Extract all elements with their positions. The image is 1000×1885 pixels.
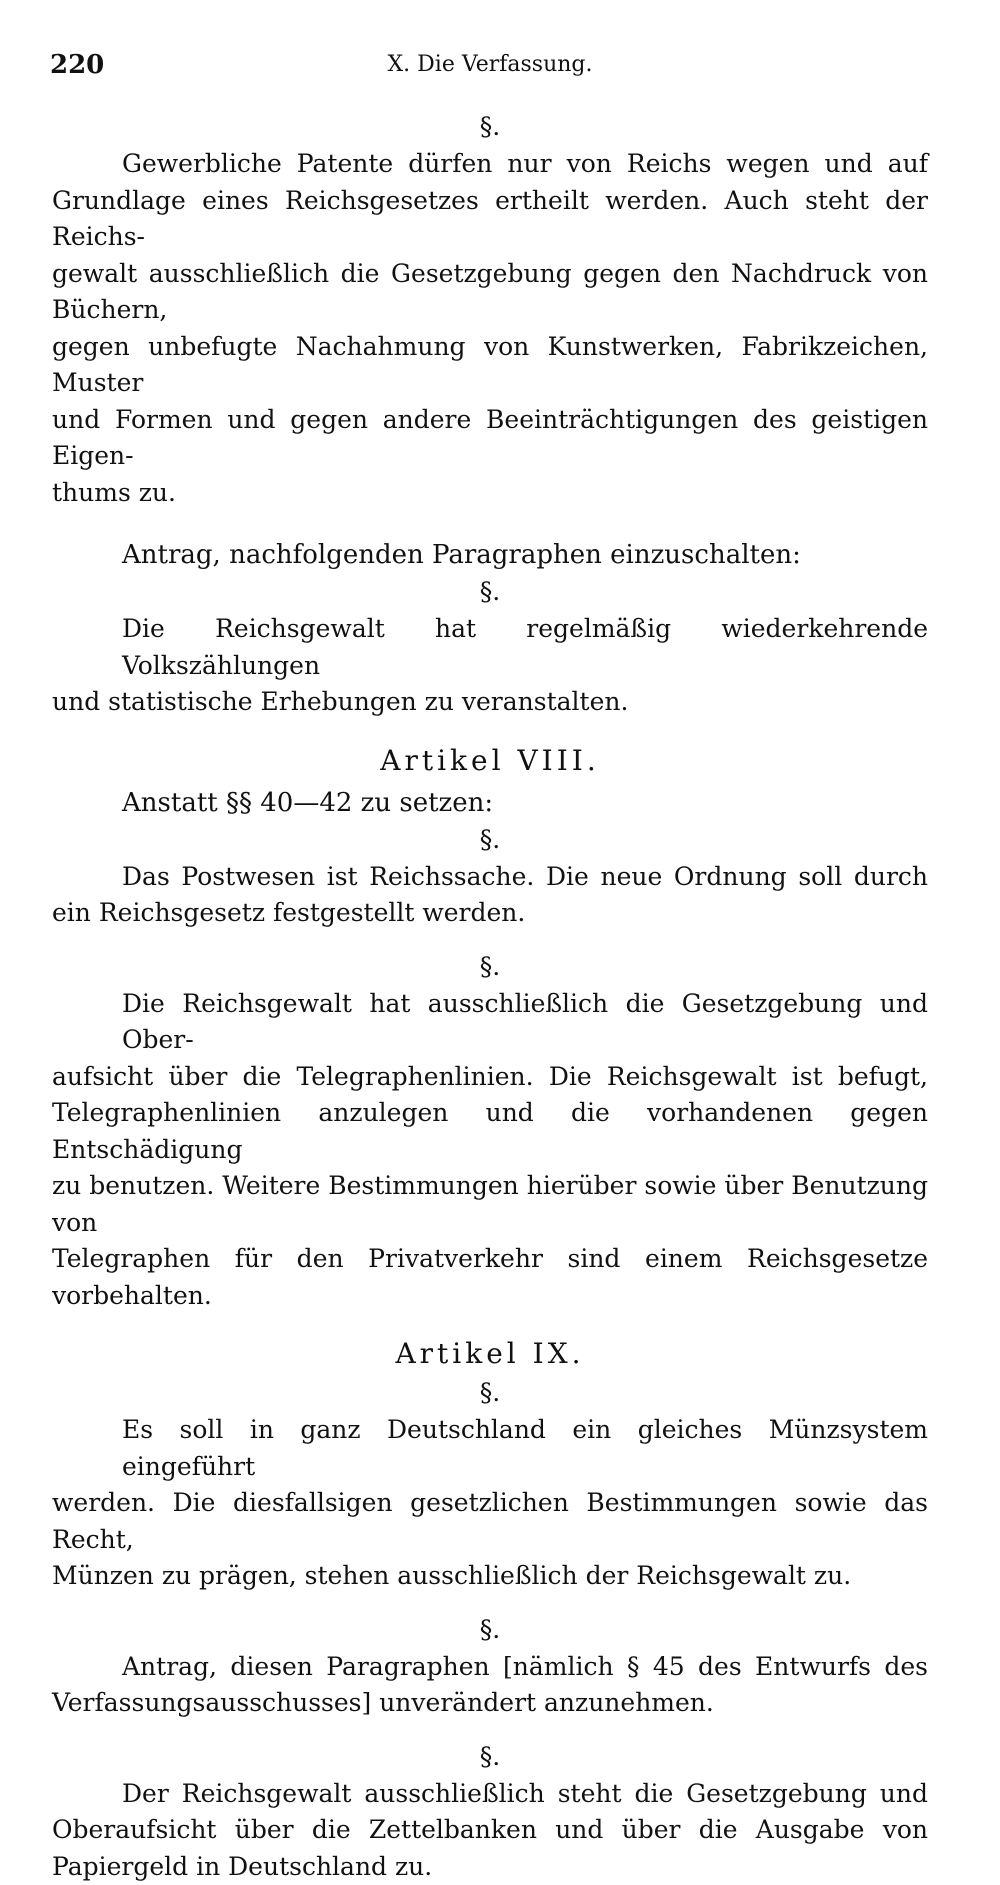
text-line: Antrag, diesen Paragraphen [nämlich § 45 des Entwurfs des xyxy=(52,1649,928,1686)
text-line: gewalt ausschließlich die Gesetzgebung gegen den Nachdruck von Büchern, xyxy=(52,256,928,329)
text-line: werden. Die diesfallsigen gesetzlichen Bestimmungen sowie das Recht, xyxy=(52,1485,928,1558)
text-line: und statistische Erhebungen zu veranstalten. xyxy=(52,684,928,721)
text-line: Gewerbliche Patente dürfen nur von Reichs wegen und auf xyxy=(52,146,928,183)
text-line: thums zu. xyxy=(52,475,928,512)
text-line: Grundlage eines Reichsgesetzes ertheilt werden. Auch steht der Reichs- xyxy=(52,183,928,256)
paragraph-census xyxy=(52,611,928,721)
section-mark: §. xyxy=(52,575,928,609)
page-number: 220 xyxy=(50,50,104,80)
text-line: Der Reichsgewalt ausschließlich steht die Gesetzgebung und xyxy=(52,1776,928,1813)
text-line: Münzen zu prägen, stehen ausschließlich der Reichsgewalt zu. xyxy=(52,1558,928,1595)
article-heading: Artikel IX. xyxy=(52,1332,928,1376)
section-mark: §. xyxy=(52,110,928,144)
paragraph-coinage xyxy=(52,1412,928,1595)
text-line: Papiergeld in Deutschland zu. xyxy=(52,1849,928,1885)
instruction-text: Anstatt §§ 40—42 zu setzen: xyxy=(52,783,928,823)
text-line: zu benutzen. Weitere Bestimmungen hierüber sowie über Benutzung von xyxy=(52,1168,928,1241)
section-mark: §. xyxy=(52,1613,928,1647)
paragraph-post xyxy=(52,859,928,932)
text-line: aufsicht über die Telegraphenlinien. Die Reichsgewalt ist befugt, xyxy=(52,1059,928,1096)
article-heading: Artikel VIII. xyxy=(52,739,928,783)
paragraph-telegraph xyxy=(52,986,928,1315)
running-title: X. Die Verfassung. xyxy=(50,52,930,77)
text-line: ein Reichsgesetz festgestellt werden. xyxy=(52,895,928,932)
text-line: und Formen und gegen andere Beeinträchtigungen des geistigen Eigen- xyxy=(52,402,928,475)
text-line: Das Postwesen ist Reichssache. Die neue Ordnung soll durch xyxy=(52,859,928,896)
page-header xyxy=(50,50,930,86)
page-body xyxy=(52,110,928,1885)
section-mark: §. xyxy=(52,1740,928,1774)
text-line: Telegraphen für den Privatverkehr sind einem Reichsgesetze vorbehalten. xyxy=(52,1241,928,1314)
motion-text: Antrag, nachfolgenden Paragraphen einzuschalten: xyxy=(52,535,928,575)
text-line: gegen unbefugte Nachahmung von Kunstwerken, Fabrikzeichen, Muster xyxy=(52,329,928,402)
text-line: Die Reichsgewalt hat ausschließlich die Gesetzgebung und Ober- xyxy=(52,986,928,1059)
text-line: Telegraphenlinien anzulegen und die vorhandenen gegen Entschädigung xyxy=(52,1095,928,1168)
text-line: Es soll in ganz Deutschland ein gleiches Münzsystem eingeführt xyxy=(52,1412,928,1485)
text-line: Oberaufsicht über die Zettelbanken und über die Ausgabe von xyxy=(52,1812,928,1849)
section-mark: §. xyxy=(52,823,928,857)
text-line: Die Reichsgewalt hat regelmäßig wiederkehrende Volkszählungen xyxy=(52,611,928,684)
paragraph-patents xyxy=(52,146,928,511)
section-mark: §. xyxy=(52,950,928,984)
paragraph-motion-45 xyxy=(52,1649,928,1722)
text-line: Verfassungsausschusses] unverändert anzunehmen. xyxy=(52,1685,928,1722)
section-mark: §. xyxy=(52,1376,928,1410)
paragraph-banknotes xyxy=(52,1776,928,1885)
